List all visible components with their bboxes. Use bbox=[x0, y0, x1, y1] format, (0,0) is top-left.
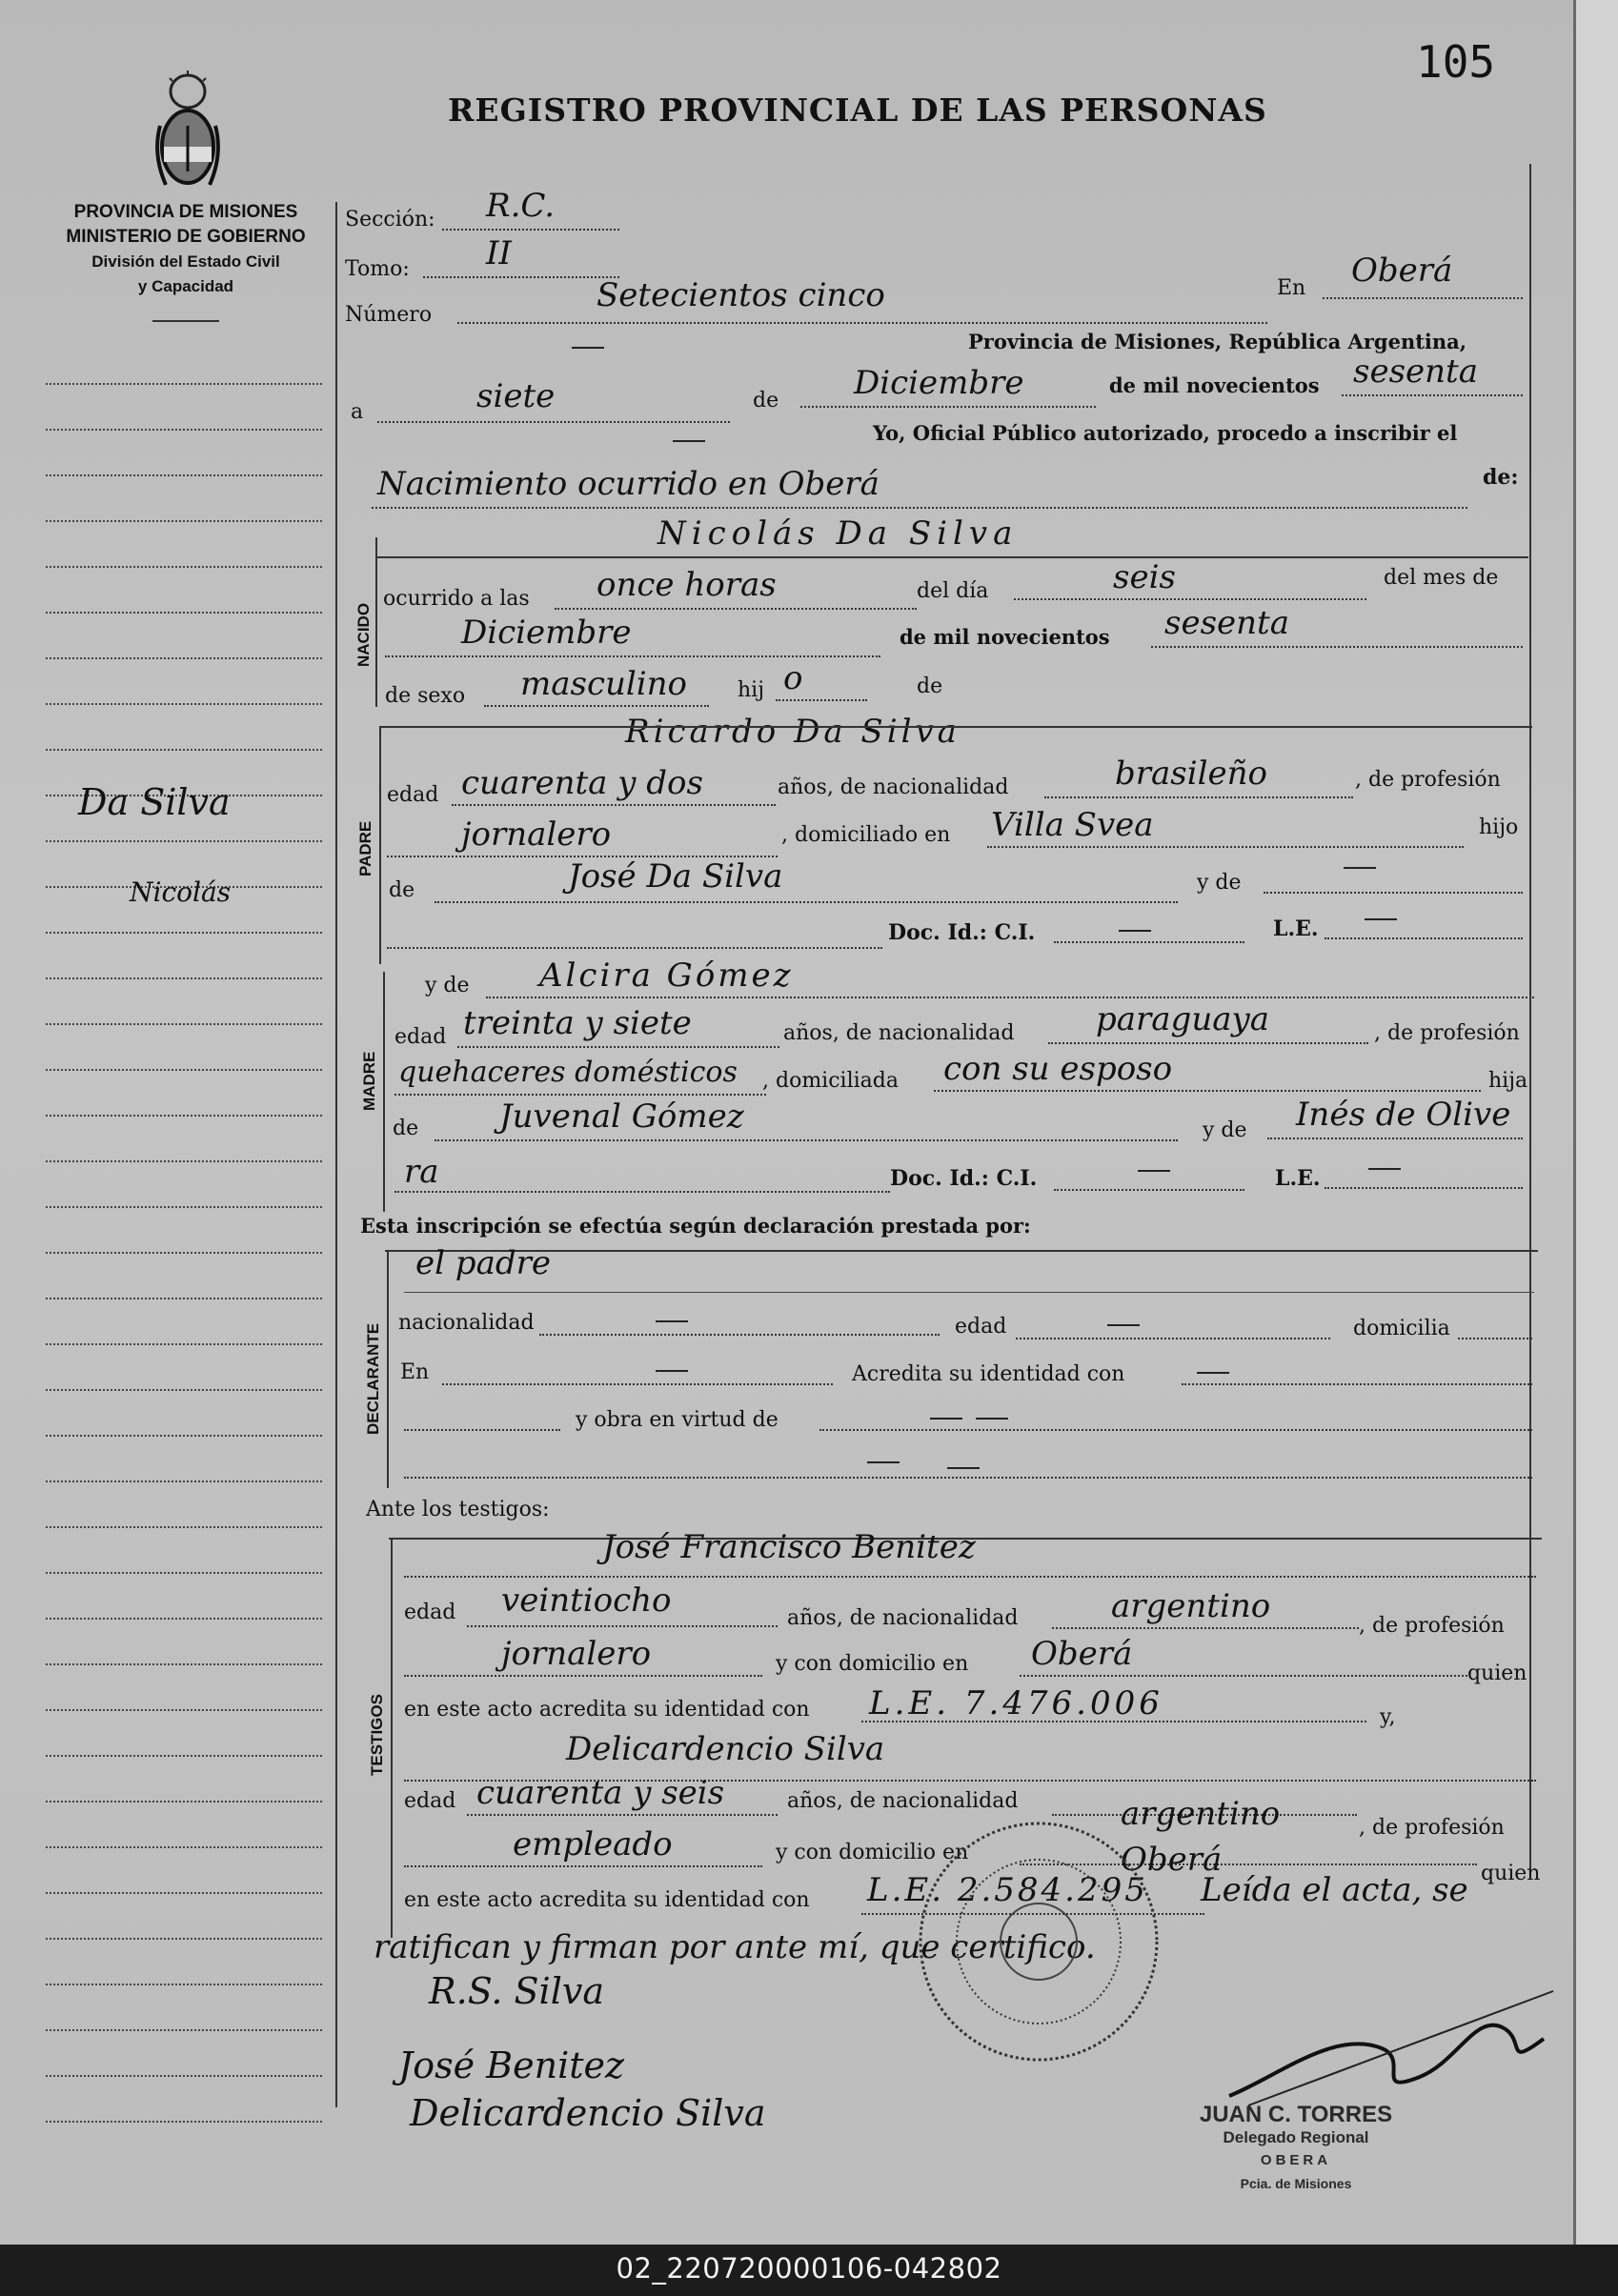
closing-line-2: ratifican y firman por ante mí, que certifico. bbox=[374, 1928, 1096, 1966]
field-line bbox=[467, 1814, 778, 1816]
field-line bbox=[442, 1383, 833, 1385]
padre-bracket bbox=[379, 726, 381, 964]
label-acredita: Acredita su identidad con bbox=[852, 1362, 1125, 1386]
field-line bbox=[394, 1094, 766, 1096]
label-hijo: hij bbox=[738, 678, 765, 702]
stamp-province: Pcia. de Misiones bbox=[1240, 2176, 1352, 2191]
dash bbox=[1119, 930, 1151, 932]
margin-ruled-line bbox=[46, 1618, 322, 1620]
label-de-mil: de mil novecientos bbox=[1109, 373, 1320, 397]
field-line bbox=[1325, 937, 1523, 939]
label-hijo-word: hijo bbox=[1479, 816, 1519, 839]
testigo2-profesion: empleado bbox=[513, 1825, 673, 1863]
official-signature-icon bbox=[1220, 1972, 1563, 2115]
field-line bbox=[1048, 1042, 1368, 1044]
value-lugar: Oberá bbox=[1351, 252, 1453, 290]
folio-number: 105 bbox=[1416, 36, 1496, 88]
label-quien-2: quien bbox=[1481, 1862, 1541, 1885]
value-anio-nac: sesenta bbox=[1164, 604, 1289, 642]
label-y-comma: y, bbox=[1380, 1705, 1396, 1729]
label-a: a bbox=[351, 400, 364, 424]
margin-ruled-line bbox=[46, 657, 322, 659]
label-domiciliado: , domiciliado en bbox=[781, 823, 951, 847]
field-line bbox=[1325, 1187, 1523, 1189]
testigo2-documento: L.E. 2.584.295 bbox=[867, 1871, 1148, 1909]
label-esta-inscripcion: Esta inscripción se efectúa según declaración prestada por: bbox=[360, 1214, 1031, 1238]
label-profesion-3: , de profesión bbox=[1359, 1614, 1505, 1638]
label-y-de-2: y de bbox=[425, 974, 470, 997]
label-en-este-2: en este acto acredita su identidad con bbox=[404, 1888, 810, 1912]
madre-nombre: Alcira Gómez bbox=[539, 957, 794, 995]
dash bbox=[947, 1467, 980, 1469]
dash bbox=[1368, 1168, 1401, 1170]
label-yo: Yo, Oficial Público autorizado, procedo a inscribir el bbox=[873, 421, 1458, 445]
testigo1-documento: L.E. 7.476.006 bbox=[869, 1684, 1163, 1722]
field-line bbox=[394, 1191, 890, 1193]
issuing-office bbox=[38, 200, 334, 299]
madre-madre-de-cont: ra bbox=[404, 1153, 439, 1191]
side-label-declarante: DECLARANTE bbox=[364, 1322, 382, 1435]
label-anos-nac-4: años, de nacionalidad bbox=[787, 1789, 1019, 1813]
dash bbox=[1138, 1170, 1170, 1172]
signature-testigo2: Delicardencio Silva bbox=[410, 2092, 766, 2134]
scan-id: 02_220720000106-042802 bbox=[616, 2252, 1002, 2285]
field-line bbox=[457, 1046, 779, 1048]
label-de-colon: de: bbox=[1483, 465, 1519, 490]
value-seccion: R.C. bbox=[486, 187, 556, 225]
label-edad-5: edad bbox=[404, 1789, 456, 1813]
nacido-top bbox=[375, 556, 1528, 558]
margin-ruled-line bbox=[46, 1298, 322, 1299]
testigo2-edad: cuarenta y seis bbox=[476, 1774, 725, 1812]
scan-id-bar bbox=[0, 2245, 1618, 2296]
label-edad-2: edad bbox=[394, 1025, 447, 1049]
margin-ruled-line bbox=[46, 2029, 322, 2031]
label-anos-nac: años, de nacionalidad bbox=[778, 775, 1009, 799]
margin-ruled-line bbox=[46, 1160, 322, 1162]
madre-domicilio: con su esposo bbox=[943, 1050, 1173, 1088]
officer-stamp bbox=[1153, 2104, 1439, 2195]
margin-ruled-line bbox=[46, 1846, 322, 1848]
nacido-bracket bbox=[375, 537, 377, 707]
madre-madre-de: Inés de Olive bbox=[1296, 1096, 1511, 1134]
margin-ruled-line bbox=[46, 383, 322, 385]
document-title: REGISTRO PROVINCIAL DE LAS PERSONAS bbox=[448, 91, 1267, 129]
field-line bbox=[1016, 1338, 1330, 1339]
value-dia-nac: seis bbox=[1113, 558, 1176, 596]
field-line bbox=[385, 655, 880, 657]
label-de-mil-2: de mil novecientos bbox=[900, 625, 1110, 649]
testigo1-nacionalidad: argentino bbox=[1111, 1587, 1271, 1625]
field-line bbox=[467, 1625, 778, 1627]
label-anos-nac-2: años, de nacionalidad bbox=[783, 1021, 1015, 1045]
field-line bbox=[800, 406, 1096, 408]
madre-padre-de: Juvenal Gómez bbox=[499, 1098, 744, 1136]
signature-testigo1: José Benitez bbox=[398, 2044, 624, 2086]
label-hija-word: hija bbox=[1488, 1069, 1528, 1093]
signature-declarante: R.S. Silva bbox=[429, 1970, 604, 2012]
dash bbox=[1107, 1324, 1140, 1326]
label-sexo: de sexo bbox=[385, 684, 466, 708]
field-line bbox=[819, 1429, 1532, 1431]
field-line bbox=[934, 1090, 1481, 1092]
label-obra: y obra en virtud de bbox=[576, 1408, 779, 1432]
dash bbox=[1365, 918, 1397, 920]
field-line bbox=[404, 1675, 762, 1677]
value-mes-nac: Diciembre bbox=[461, 614, 632, 652]
margin-ruled-line bbox=[46, 1572, 322, 1574]
field-line bbox=[404, 1477, 1532, 1479]
label-de-2: de bbox=[917, 675, 943, 698]
field-line bbox=[1182, 1383, 1532, 1385]
stamp-name: JUAN C. TORRES bbox=[1199, 2102, 1393, 2127]
margin-ruled-line bbox=[46, 1115, 322, 1117]
margin-ruled-line bbox=[46, 1206, 322, 1208]
label-en: En bbox=[1277, 276, 1306, 300]
testigo1-profesion: jornalero bbox=[501, 1635, 652, 1673]
margin-ruled-line bbox=[46, 520, 322, 522]
value-nombre: Nicolás Da Silva bbox=[657, 514, 1019, 553]
label-profesion-4: , de profesión bbox=[1359, 1816, 1505, 1840]
padre-padre-de: José Da Silva bbox=[568, 857, 783, 896]
label-nacionalidad: nacionalidad bbox=[398, 1311, 535, 1335]
page-edge bbox=[1573, 0, 1618, 2245]
padre-nombre: Ricardo Da Silva bbox=[625, 713, 961, 751]
dash bbox=[976, 1418, 1008, 1420]
label-de-3: de bbox=[389, 878, 415, 902]
label-en-este: en este acto acredita su identidad con bbox=[404, 1698, 810, 1722]
padre-top bbox=[379, 726, 1532, 728]
madre-bracket bbox=[383, 972, 385, 1212]
field-line bbox=[1323, 297, 1523, 299]
field-line bbox=[1151, 646, 1523, 648]
field-line bbox=[1267, 1138, 1523, 1139]
office-line: y Capacidad bbox=[137, 277, 234, 295]
label-le: L.E. bbox=[1273, 916, 1319, 941]
label-edad-3: edad bbox=[955, 1315, 1007, 1339]
testigo2-nacionalidad: argentino bbox=[1121, 1795, 1281, 1833]
madre-profesion: quehaceres domésticos bbox=[398, 1056, 738, 1089]
margin-ruled-line bbox=[46, 1480, 322, 1482]
field-line bbox=[1458, 1338, 1532, 1339]
margin-ruled-line bbox=[46, 1755, 322, 1757]
margin-ruled-line bbox=[46, 2121, 322, 2123]
field-line bbox=[404, 1576, 1536, 1578]
field-line bbox=[404, 1429, 560, 1431]
label-profesion-2: , de profesión bbox=[1374, 1021, 1520, 1045]
dash bbox=[656, 1320, 688, 1322]
field-line bbox=[372, 507, 1467, 509]
field-line bbox=[1052, 1627, 1359, 1629]
field-line bbox=[457, 322, 1267, 324]
field-line bbox=[1044, 796, 1353, 798]
dash bbox=[656, 1370, 688, 1372]
label-ocurrido: ocurrido a las bbox=[383, 587, 530, 611]
closing-line-1: Leída el acta, se bbox=[1201, 1871, 1468, 1909]
field-line bbox=[1014, 598, 1366, 600]
field-line bbox=[423, 276, 619, 278]
label-ante: Ante los testigos: bbox=[366, 1498, 550, 1521]
padre-nacionalidad: brasileño bbox=[1115, 755, 1267, 793]
value-horas: once horas bbox=[597, 566, 777, 604]
office-line: MINISTERIO DE GOBIERNO bbox=[66, 227, 306, 247]
margin-ruled-line bbox=[46, 1343, 322, 1345]
margin-ruled-line bbox=[46, 1709, 322, 1711]
side-label-madre: MADRE bbox=[360, 1051, 378, 1111]
dash bbox=[673, 440, 705, 442]
field-line bbox=[776, 699, 867, 701]
testigo1-edad: veintiocho bbox=[501, 1581, 672, 1620]
margin-surname: Da Silva bbox=[78, 781, 231, 823]
padre-profesion: jornalero bbox=[461, 816, 612, 854]
margin-ruled-line bbox=[46, 703, 322, 705]
label-quien: quien bbox=[1467, 1662, 1527, 1685]
field-line bbox=[435, 901, 1178, 903]
field-line bbox=[987, 846, 1464, 848]
label-doc-2: Doc. Id.: C.I. bbox=[890, 1166, 1038, 1191]
side-label-nacido: NACIDO bbox=[354, 602, 373, 667]
margin-ruled-line bbox=[46, 474, 322, 476]
label-edad-4: edad bbox=[404, 1601, 456, 1624]
margin-ruled-line bbox=[46, 566, 322, 568]
field-line bbox=[555, 608, 917, 610]
padre-domicilio: Villa Svea bbox=[991, 806, 1154, 844]
dash bbox=[572, 347, 604, 349]
label-y-de-3: y de bbox=[1203, 1118, 1247, 1142]
declarante-top bbox=[385, 1250, 1538, 1252]
right-border bbox=[1529, 164, 1531, 1869]
value-dia: siete bbox=[476, 377, 556, 415]
testigo1-nombre: José Francisco Benitez bbox=[602, 1528, 976, 1566]
label-provincia: Provincia de Misiones, República Argentina, bbox=[968, 330, 1467, 353]
label-de: de bbox=[753, 389, 779, 413]
margin-ruled-line bbox=[46, 1252, 322, 1254]
value-hecho: Nacimiento ocurrido en Oberá bbox=[377, 465, 880, 503]
margin-ruled-line bbox=[46, 1938, 322, 1940]
label-del-mes: del mes de bbox=[1384, 566, 1499, 590]
label-doc: Doc. Id.: C.I. bbox=[888, 920, 1036, 945]
value-anio: sesenta bbox=[1353, 352, 1478, 391]
margin-ruled-line bbox=[46, 1389, 322, 1391]
testigo2-nombre: Delicardencio Silva bbox=[566, 1730, 885, 1768]
margin-ruled-line bbox=[46, 1526, 322, 1528]
stamp-city: OBERA bbox=[1260, 2152, 1332, 2168]
label-del-dia: del día bbox=[917, 579, 989, 603]
margin-ruled-line bbox=[46, 429, 322, 431]
label-anos-nac-3: años, de nacionalidad bbox=[787, 1606, 1019, 1630]
field-line bbox=[452, 804, 776, 806]
margin-ruled-line bbox=[46, 1801, 322, 1803]
dash bbox=[930, 1418, 962, 1420]
label-numero: Número bbox=[345, 303, 433, 327]
official-seal-icon bbox=[915, 1818, 1163, 2065]
label-de-4: de bbox=[393, 1117, 419, 1140]
label-y-de: y de bbox=[1197, 871, 1242, 895]
side-label-padre: PADRE bbox=[356, 820, 374, 876]
margin-ruled-line bbox=[46, 1069, 322, 1071]
padre-edad: cuarenta y dos bbox=[461, 764, 703, 802]
label-seccion: Sección: bbox=[345, 208, 435, 232]
margin-ruled-line bbox=[46, 1023, 322, 1025]
madre-edad: treinta y siete bbox=[463, 1004, 692, 1042]
declarante-value: el padre bbox=[415, 1244, 551, 1282]
testigos-bracket bbox=[391, 1538, 393, 1938]
margin-ruled-line bbox=[46, 1892, 322, 1894]
margin-ruled-line bbox=[46, 1984, 322, 1985]
label-en-2: En bbox=[400, 1360, 430, 1384]
dash bbox=[1197, 1372, 1229, 1374]
value-numero: Setecientos cinco bbox=[597, 276, 885, 314]
value-sexo: masculino bbox=[520, 665, 688, 703]
field-line bbox=[484, 705, 709, 707]
coat-of-arms-icon bbox=[152, 69, 223, 198]
office-underline bbox=[152, 320, 219, 322]
margin-ruled-line bbox=[46, 749, 322, 751]
field-line bbox=[387, 947, 882, 949]
field-line bbox=[539, 1334, 940, 1336]
testigo1-domicilio: Oberá bbox=[1031, 1635, 1133, 1673]
value-tomo: II bbox=[486, 234, 512, 272]
testigo2-domicilio: Oberá bbox=[1121, 1841, 1223, 1879]
label-tomo: Tomo: bbox=[345, 257, 410, 281]
field-line bbox=[1020, 1675, 1467, 1677]
value-mes: Diciembre bbox=[854, 364, 1024, 402]
field-line bbox=[435, 1139, 1178, 1141]
label-domiciliada: , domiciliada bbox=[762, 1069, 899, 1093]
dash bbox=[867, 1461, 900, 1463]
margin-ruled-line bbox=[46, 1663, 322, 1665]
margin-given-name: Nicolás bbox=[130, 876, 232, 908]
office-line: División del Estado Civil bbox=[91, 252, 280, 271]
label-con-domicilio: y con domicilio en bbox=[776, 1652, 969, 1676]
margin-ruled-line bbox=[46, 612, 322, 614]
office-line: PROVINCIA DE MISIONES bbox=[73, 202, 298, 222]
margin-ruled-line bbox=[46, 840, 322, 842]
field-line bbox=[1054, 941, 1244, 943]
label-domicilia: domicilia bbox=[1353, 1317, 1450, 1340]
label-edad: edad bbox=[387, 783, 439, 807]
value-hijo-suffix: o bbox=[783, 659, 803, 697]
madre-nacionalidad: paraguaya bbox=[1096, 1000, 1269, 1038]
margin-ruled-line bbox=[46, 2075, 322, 2077]
field-line bbox=[442, 229, 619, 231]
field-line bbox=[1264, 892, 1523, 894]
label-le-2: L.E. bbox=[1275, 1166, 1321, 1191]
margin-ruled-line bbox=[46, 977, 322, 979]
field-line bbox=[1342, 394, 1523, 396]
margin-ruled-line bbox=[46, 1435, 322, 1437]
stamp-title: Delegado Regional bbox=[1223, 2128, 1369, 2146]
declarante-bracket bbox=[387, 1250, 389, 1488]
label-profesion: , de profesión bbox=[1355, 768, 1501, 792]
dash bbox=[1344, 867, 1376, 869]
margin-divider bbox=[335, 202, 337, 2107]
side-label-testigos: TESTIGOS bbox=[368, 1694, 386, 1776]
field-line bbox=[377, 421, 730, 423]
field-line bbox=[404, 1865, 762, 1867]
field-line bbox=[486, 997, 1534, 998]
field-line bbox=[1054, 1189, 1244, 1191]
field-line bbox=[404, 1292, 1534, 1293]
margin-ruled-line bbox=[46, 932, 322, 934]
label-con-domicilio-2: y con domicilio en bbox=[776, 1841, 969, 1864]
